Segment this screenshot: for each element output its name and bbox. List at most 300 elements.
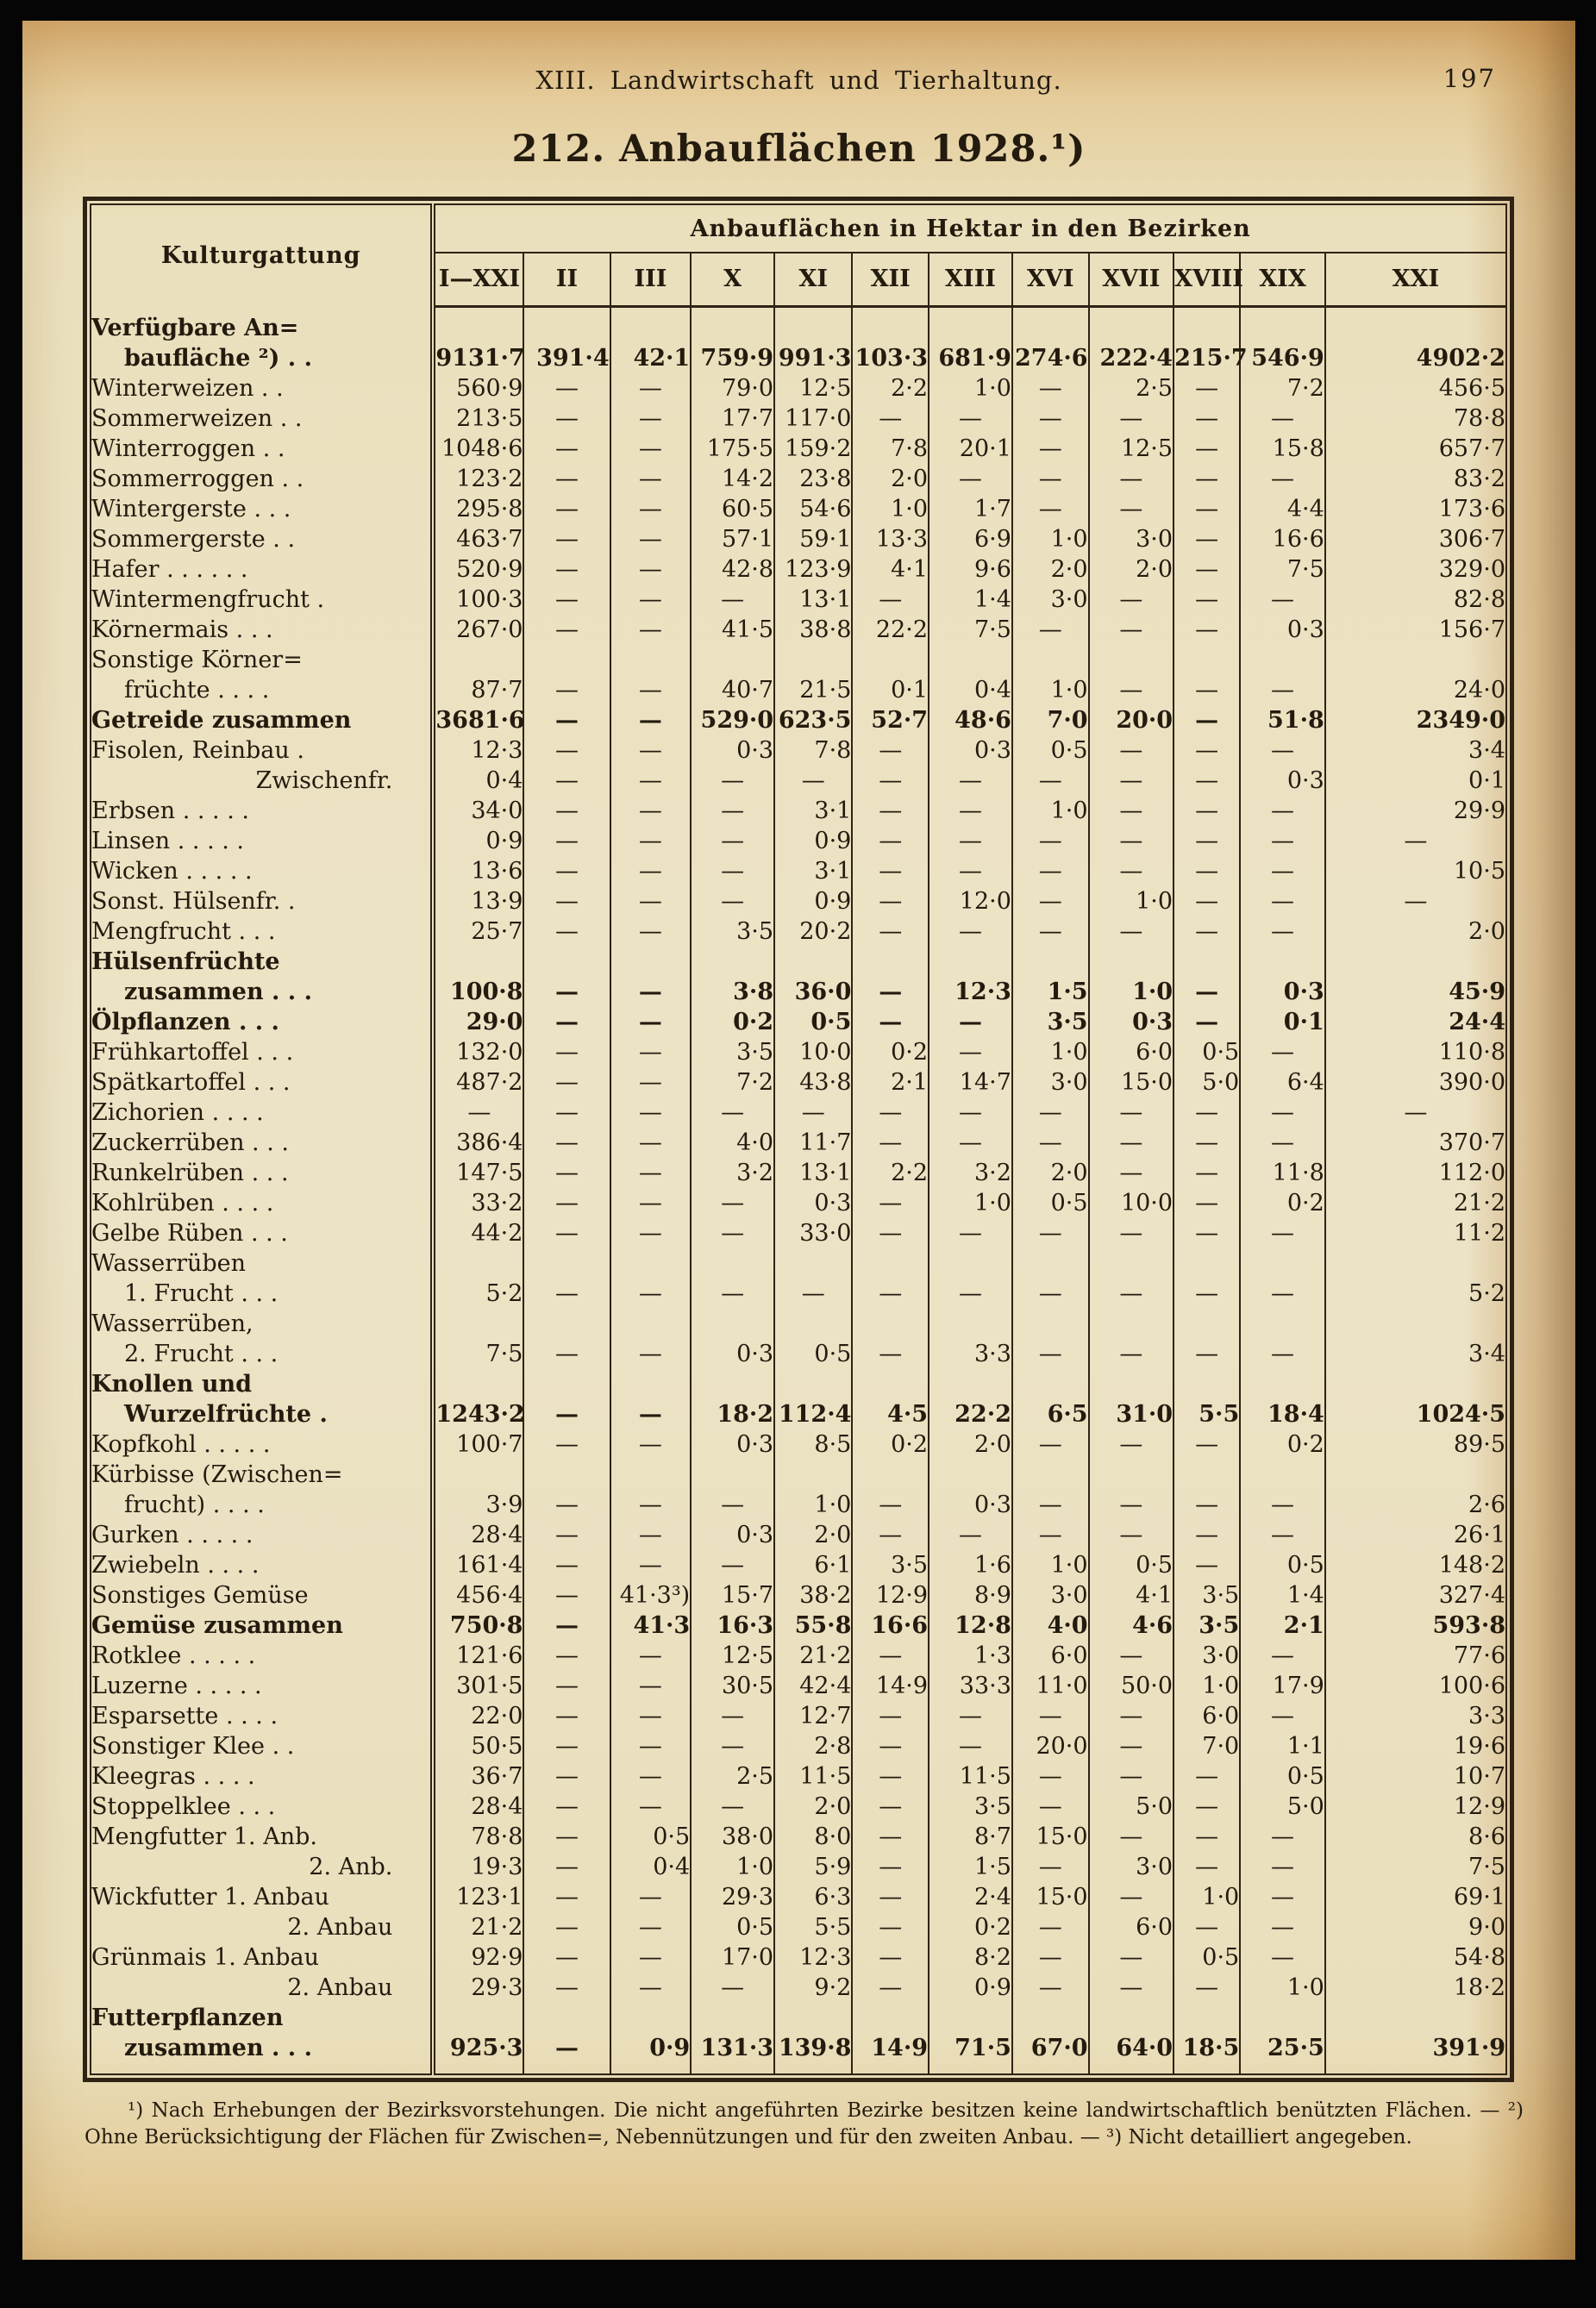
value-cell: 100·6 bbox=[1325, 1671, 1506, 1701]
value-cell: 0·3 bbox=[1240, 766, 1325, 796]
value-cell: — bbox=[929, 1037, 1012, 1067]
value-cell: — bbox=[523, 1580, 610, 1611]
value-cell: 12·9 bbox=[1325, 1792, 1506, 1822]
value-cell: — bbox=[929, 766, 1012, 796]
value-cell: — bbox=[523, 1158, 610, 1188]
value-cell: — bbox=[1240, 826, 1325, 856]
table-row bbox=[91, 1188, 1506, 1218]
value-cell: 3·2 bbox=[691, 1158, 774, 1188]
value-cell: 0·2 bbox=[1240, 1429, 1325, 1460]
value-cell: 8·2 bbox=[929, 1942, 1012, 1973]
value-cell: 560·9 bbox=[433, 373, 523, 403]
row-label bbox=[91, 1429, 433, 1460]
value-cell: — bbox=[1240, 1460, 1325, 1520]
value-cell: — bbox=[1240, 1701, 1325, 1731]
value-cell: 222·4 bbox=[1089, 306, 1174, 373]
row-label-line: 2. Anbau bbox=[287, 1974, 393, 2001]
value-cell: 45·9 bbox=[1325, 947, 1506, 1007]
value-cell: — bbox=[1012, 1460, 1089, 1520]
value-cell: 0·3 bbox=[774, 1188, 852, 1218]
value-cell: — bbox=[1174, 1429, 1240, 1460]
value-cell: — bbox=[1012, 1520, 1089, 1550]
row-label bbox=[91, 1128, 433, 1158]
value-cell: 991·3 bbox=[774, 306, 852, 373]
value-cell: 123·1 bbox=[433, 1882, 523, 1912]
value-cell: — bbox=[1240, 1882, 1325, 1912]
value-cell: 0·5 bbox=[1174, 1942, 1240, 1973]
value-cell: 3·5 bbox=[1012, 1007, 1089, 1037]
value-cell: 329·0 bbox=[1325, 554, 1506, 585]
value-cell: 17·0 bbox=[691, 1942, 774, 1973]
value-cell: 7·5 bbox=[1325, 1852, 1506, 1882]
value-cell: — bbox=[1012, 766, 1089, 796]
value-cell: 17·7 bbox=[691, 403, 774, 434]
table-row bbox=[91, 585, 1506, 615]
value-cell: 1·3 bbox=[929, 1641, 1012, 1671]
column-header-iii: III bbox=[610, 253, 692, 306]
value-cell: 41·3³) bbox=[610, 1580, 692, 1611]
row-label bbox=[91, 1792, 433, 1822]
value-cell: — bbox=[1012, 464, 1089, 494]
value-cell: 147·5 bbox=[433, 1158, 523, 1188]
value-cell: — bbox=[1174, 1158, 1240, 1188]
value-cell: — bbox=[852, 1822, 929, 1852]
value-cell: 1·0 bbox=[1012, 645, 1089, 705]
value-cell: — bbox=[1089, 766, 1174, 796]
column-header-xvi: XVI bbox=[1012, 253, 1089, 306]
row-label-line: 2. Anbau bbox=[287, 1914, 393, 1941]
row-label bbox=[91, 1641, 433, 1671]
value-cell: 15·0 bbox=[1012, 1822, 1089, 1852]
value-cell: — bbox=[691, 796, 774, 826]
value-cell: 4902·2 bbox=[1325, 306, 1506, 373]
row-label-line: Sonstiges Gemüse bbox=[91, 1582, 309, 1609]
value-cell: 78·8 bbox=[433, 1822, 523, 1852]
value-cell: — bbox=[1012, 1429, 1089, 1460]
value-cell: 1024·5 bbox=[1325, 1369, 1506, 1429]
value-cell: 175·5 bbox=[691, 434, 774, 464]
row-label-line: Wintermengfrucht . bbox=[91, 586, 325, 613]
table-row bbox=[91, 373, 1506, 403]
value-cell: — bbox=[1012, 826, 1089, 856]
row-label-line: Gelbe Rüben . . . bbox=[91, 1220, 288, 1247]
value-cell: 22·0 bbox=[433, 1701, 523, 1731]
value-cell: — bbox=[610, 373, 692, 403]
value-cell: 0·3 bbox=[691, 1520, 774, 1550]
row-label bbox=[91, 306, 433, 373]
anbauflaechen-table bbox=[90, 203, 1507, 2075]
value-cell: 15·8 bbox=[1240, 434, 1325, 464]
row-label bbox=[91, 916, 433, 947]
value-cell: 3·5 bbox=[1174, 1611, 1240, 1641]
value-cell: 0·3 bbox=[1240, 947, 1325, 1007]
value-cell: — bbox=[1325, 826, 1506, 856]
value-cell: — bbox=[852, 766, 929, 796]
value-cell: 7·5 bbox=[1240, 554, 1325, 585]
value-cell: — bbox=[1174, 524, 1240, 554]
row-label bbox=[91, 1882, 433, 1912]
value-cell: 1·4 bbox=[929, 585, 1012, 615]
value-cell: — bbox=[1240, 916, 1325, 947]
value-cell: — bbox=[1089, 1158, 1174, 1188]
row-label-line: Mengfrucht . . . bbox=[91, 918, 276, 945]
row-label bbox=[91, 1369, 433, 1429]
value-cell: — bbox=[523, 705, 610, 735]
value-cell: — bbox=[1089, 1520, 1174, 1550]
value-cell: — bbox=[852, 796, 929, 826]
value-cell: 4·1 bbox=[1089, 1580, 1174, 1611]
value-cell: 0·5 bbox=[691, 1912, 774, 1942]
value-cell: 16·3 bbox=[691, 1611, 774, 1641]
value-cell: 64·0 bbox=[1089, 2003, 1174, 2074]
value-cell: 0·3 bbox=[1089, 1007, 1174, 1037]
value-cell: 11·0 bbox=[1012, 1671, 1089, 1701]
row-label-line: Rotklee . . . . . bbox=[91, 1642, 256, 1669]
value-cell: 103·3 bbox=[852, 306, 929, 373]
row-label-line: Zichorien . . . . bbox=[91, 1099, 264, 1126]
table-row bbox=[91, 826, 1506, 856]
value-cell: 25·5 bbox=[1240, 2003, 1325, 2074]
value-cell: 3·3 bbox=[929, 1309, 1012, 1369]
value-cell: — bbox=[610, 1731, 692, 1761]
value-cell: — bbox=[1012, 856, 1089, 886]
value-cell: — bbox=[1174, 1822, 1240, 1852]
value-cell: 529·0 bbox=[691, 705, 774, 735]
value-cell: — bbox=[610, 554, 692, 585]
table-row bbox=[91, 403, 1506, 434]
value-cell: 20·1 bbox=[929, 434, 1012, 464]
value-cell: — bbox=[610, 1309, 692, 1369]
value-cell: — bbox=[1240, 645, 1325, 705]
value-cell: 18·5 bbox=[1174, 2003, 1240, 2074]
row-label-line: Frühkartoffel . . . bbox=[91, 1039, 294, 1066]
value-cell: 30·5 bbox=[691, 1671, 774, 1701]
value-cell: 6·4 bbox=[1240, 1067, 1325, 1098]
value-cell: — bbox=[1240, 1641, 1325, 1671]
value-cell: 12·5 bbox=[691, 1641, 774, 1671]
value-cell: 0·1 bbox=[1325, 766, 1506, 796]
value-cell: — bbox=[523, 886, 610, 916]
row-label-line: Zwiebeln . . . . bbox=[91, 1552, 260, 1579]
value-cell: 10·7 bbox=[1325, 1761, 1506, 1792]
value-cell: — bbox=[1089, 1429, 1174, 1460]
value-cell: 10·0 bbox=[774, 1037, 852, 1067]
value-cell: 4·4 bbox=[1240, 494, 1325, 524]
value-cell: 21·5 bbox=[774, 645, 852, 705]
value-cell: 1·0 bbox=[1012, 1037, 1089, 1067]
row-label bbox=[91, 947, 433, 1007]
value-cell: — bbox=[1240, 1128, 1325, 1158]
value-cell: — bbox=[610, 826, 692, 856]
row-label bbox=[91, 645, 433, 705]
running-header-text: XIII. Landwirtschaft und Tierhaltung. bbox=[535, 66, 1062, 95]
value-cell: 2·2 bbox=[852, 373, 929, 403]
value-cell: 1·5 bbox=[1012, 947, 1089, 1007]
table-row bbox=[91, 615, 1506, 645]
value-cell: 0·9 bbox=[433, 826, 523, 856]
value-cell: — bbox=[1012, 403, 1089, 434]
table-row bbox=[91, 1369, 1506, 1429]
value-cell: 5·0 bbox=[1240, 1792, 1325, 1822]
value-cell: 274·6 bbox=[1012, 306, 1089, 373]
value-cell: 0·2 bbox=[852, 1037, 929, 1067]
table-row bbox=[91, 1912, 1506, 1942]
value-cell: 11·5 bbox=[929, 1761, 1012, 1792]
value-cell: 15·7 bbox=[691, 1580, 774, 1611]
value-cell: 132·0 bbox=[433, 1037, 523, 1067]
value-cell: — bbox=[852, 1188, 929, 1218]
value-cell: 520·9 bbox=[433, 554, 523, 585]
value-cell: — bbox=[852, 1460, 929, 1520]
value-cell: 3·8 bbox=[691, 947, 774, 1007]
value-cell: — bbox=[610, 1912, 692, 1942]
value-cell: — bbox=[1240, 1912, 1325, 1942]
row-label-line: zusammen . . . bbox=[124, 979, 313, 1005]
row-label-line: Kürbisse (Zwischen= bbox=[91, 1461, 343, 1488]
value-cell: — bbox=[1174, 1520, 1240, 1550]
table-row bbox=[91, 1218, 1506, 1248]
value-cell: — bbox=[523, 1882, 610, 1912]
row-label bbox=[91, 735, 433, 766]
value-cell: — bbox=[1240, 856, 1325, 886]
table-row bbox=[91, 306, 1506, 373]
value-cell: 77·6 bbox=[1325, 1641, 1506, 1671]
value-cell: — bbox=[1089, 1731, 1174, 1761]
value-cell: 89·5 bbox=[1325, 1429, 1506, 1460]
table-row bbox=[91, 1007, 1506, 1037]
row-label-line: früchte . . . . bbox=[124, 677, 270, 704]
row-label-line: Knollen und bbox=[91, 1371, 252, 1398]
value-cell: 0·3 bbox=[691, 735, 774, 766]
value-cell: — bbox=[1089, 1701, 1174, 1731]
value-cell: 0·3 bbox=[691, 1429, 774, 1460]
row-label bbox=[91, 1248, 433, 1309]
value-cell: — bbox=[1012, 434, 1089, 464]
value-cell: — bbox=[610, 645, 692, 705]
value-cell: 1·0 bbox=[929, 1188, 1012, 1218]
value-cell: — bbox=[1012, 1912, 1089, 1942]
value-cell: 29·3 bbox=[691, 1882, 774, 1912]
value-cell: 28·4 bbox=[433, 1520, 523, 1550]
row-label bbox=[91, 1731, 433, 1761]
value-cell: — bbox=[610, 1188, 692, 1218]
row-label bbox=[91, 1852, 433, 1882]
value-cell: — bbox=[523, 1852, 610, 1882]
value-cell: — bbox=[1174, 947, 1240, 1007]
value-cell: — bbox=[1089, 1460, 1174, 1520]
value-cell: — bbox=[523, 494, 610, 524]
value-cell: — bbox=[1174, 1973, 1240, 2003]
footnotes: ¹) Nach Erhebungen der Bezirksvorstehungen. Die nicht angeführten Bezirke besitzen keine landwirtschaftlich benützten Flächen. — ²) Ohne Berücksichtigung der Flächen für Zwischen=, Nebennützungen und für den zweiten Anbau. — ³) Nicht detailliert angegeben. bbox=[84, 2099, 1524, 2149]
value-cell: 156·7 bbox=[1325, 615, 1506, 645]
value-cell: 0·5 bbox=[1012, 735, 1089, 766]
value-cell: 1·5 bbox=[929, 1852, 1012, 1882]
table-row bbox=[91, 434, 1506, 464]
value-cell: — bbox=[691, 1188, 774, 1218]
value-cell: — bbox=[610, 1761, 692, 1792]
value-cell: 71·5 bbox=[929, 2003, 1012, 2074]
value-cell: 1·0 bbox=[1089, 886, 1174, 916]
value-cell: 11·5 bbox=[774, 1761, 852, 1792]
value-cell: — bbox=[523, 1128, 610, 1158]
value-cell: — bbox=[523, 1369, 610, 1429]
row-label-line: Ölpflanzen . . . bbox=[91, 1009, 279, 1035]
value-cell: 3·0 bbox=[1012, 585, 1089, 615]
value-cell: 1·0 bbox=[774, 1460, 852, 1520]
value-cell: — bbox=[852, 916, 929, 947]
value-cell: — bbox=[1012, 916, 1089, 947]
value-cell: — bbox=[433, 1098, 523, 1128]
value-cell: 3·2 bbox=[929, 1158, 1012, 1188]
row-label bbox=[91, 464, 433, 494]
value-cell: 7·2 bbox=[691, 1067, 774, 1098]
value-cell: — bbox=[1012, 1309, 1089, 1369]
table-row bbox=[91, 1671, 1506, 1701]
table-frame bbox=[83, 197, 1514, 2082]
value-cell: — bbox=[691, 1701, 774, 1731]
value-cell: 11·7 bbox=[774, 1128, 852, 1158]
value-cell: — bbox=[1089, 1098, 1174, 1128]
value-cell: — bbox=[523, 585, 610, 615]
row-header-label: Kulturgattung bbox=[160, 242, 361, 269]
value-cell: — bbox=[1089, 585, 1174, 615]
value-cell: — bbox=[929, 1098, 1012, 1128]
value-cell: 22·2 bbox=[929, 1369, 1012, 1429]
value-cell: 11·8 bbox=[1240, 1158, 1325, 1188]
value-cell: — bbox=[1012, 1098, 1089, 1128]
row-label-line: Sommergerste . . bbox=[91, 526, 296, 553]
row-label-line: Sonstige Körner= bbox=[91, 647, 303, 673]
value-cell: — bbox=[852, 403, 929, 434]
value-cell: 7·8 bbox=[852, 434, 929, 464]
value-cell: 6·0 bbox=[1012, 1641, 1089, 1671]
value-cell: — bbox=[610, 796, 692, 826]
value-cell: — bbox=[1089, 645, 1174, 705]
value-cell: — bbox=[1240, 1520, 1325, 1550]
row-label-line: Winterweizen . . bbox=[91, 375, 284, 402]
value-cell: — bbox=[929, 796, 1012, 826]
table-header bbox=[91, 204, 1506, 306]
value-cell: — bbox=[610, 916, 692, 947]
value-cell: — bbox=[1089, 464, 1174, 494]
value-cell: — bbox=[1089, 1761, 1174, 1792]
table-row bbox=[91, 1550, 1506, 1580]
value-cell: 0·4 bbox=[433, 766, 523, 796]
value-cell: — bbox=[523, 1761, 610, 1792]
value-cell: — bbox=[852, 1641, 929, 1671]
value-cell: 131·3 bbox=[691, 2003, 774, 2074]
value-cell: 33·0 bbox=[774, 1218, 852, 1248]
value-cell: — bbox=[1240, 464, 1325, 494]
value-cell: 13·1 bbox=[774, 1158, 852, 1188]
value-cell: 7·0 bbox=[1012, 705, 1089, 735]
value-cell: — bbox=[929, 1128, 1012, 1158]
value-cell: — bbox=[610, 464, 692, 494]
value-cell: 8·7 bbox=[929, 1822, 1012, 1852]
row-label-line: Fisolen, Reinbau . bbox=[91, 737, 304, 764]
value-cell: 1·6 bbox=[929, 1550, 1012, 1580]
row-label bbox=[91, 1460, 433, 1520]
value-cell: — bbox=[1174, 916, 1240, 947]
value-cell: 15·0 bbox=[1089, 1067, 1174, 1098]
value-cell: — bbox=[1012, 1128, 1089, 1158]
value-cell: — bbox=[523, 373, 610, 403]
row-label bbox=[91, 1761, 433, 1792]
value-cell: — bbox=[1174, 826, 1240, 856]
value-cell: 7·5 bbox=[433, 1309, 523, 1369]
value-cell: 5·0 bbox=[1174, 1067, 1240, 1098]
value-cell: 15·0 bbox=[1012, 1882, 1089, 1912]
value-cell: — bbox=[610, 766, 692, 796]
value-cell: 3·5 bbox=[691, 1037, 774, 1067]
value-cell: 18·2 bbox=[691, 1369, 774, 1429]
column-header-i-xxi: I—XXI bbox=[433, 253, 523, 306]
value-cell: 16·6 bbox=[1240, 524, 1325, 554]
value-cell: 38·8 bbox=[774, 615, 852, 645]
value-cell: — bbox=[1240, 1942, 1325, 1973]
value-cell: — bbox=[691, 766, 774, 796]
value-cell: — bbox=[929, 1248, 1012, 1309]
row-label bbox=[91, 1671, 433, 1701]
value-cell: 43·8 bbox=[774, 1067, 852, 1098]
row-label-line: Futterpflanzen bbox=[91, 2005, 284, 2031]
value-cell: — bbox=[1012, 1973, 1089, 2003]
table-row bbox=[91, 916, 1506, 947]
value-cell: 6·5 bbox=[1012, 1369, 1089, 1429]
column-header-xxi: XXI bbox=[1325, 253, 1506, 306]
value-cell: — bbox=[610, 705, 692, 735]
value-cell: 295·8 bbox=[433, 494, 523, 524]
value-cell: 390·0 bbox=[1325, 1067, 1506, 1098]
row-label bbox=[91, 796, 433, 826]
value-cell: — bbox=[523, 1822, 610, 1852]
value-cell: 750·8 bbox=[433, 1611, 523, 1641]
value-cell: 29·0 bbox=[433, 1007, 523, 1037]
row-label bbox=[91, 1188, 433, 1218]
value-cell: 5·2 bbox=[433, 1248, 523, 1309]
value-cell: — bbox=[1089, 916, 1174, 947]
value-cell: — bbox=[1012, 1761, 1089, 1792]
row-label-line: Wintergerste . . . bbox=[91, 496, 291, 522]
table-row bbox=[91, 2003, 1506, 2074]
value-cell: — bbox=[523, 524, 610, 554]
value-cell: — bbox=[852, 1852, 929, 1882]
value-cell: 8·9 bbox=[929, 1580, 1012, 1611]
value-cell: — bbox=[610, 1520, 692, 1550]
value-cell: — bbox=[1089, 735, 1174, 766]
value-cell: 3·0 bbox=[1012, 1067, 1089, 1098]
value-cell: 121·6 bbox=[433, 1641, 523, 1671]
table-row bbox=[91, 645, 1506, 705]
row-label bbox=[91, 434, 433, 464]
value-cell: — bbox=[523, 1188, 610, 1218]
value-cell: 31·0 bbox=[1089, 1369, 1174, 1429]
table-row bbox=[91, 1611, 1506, 1641]
value-cell: — bbox=[523, 766, 610, 796]
value-cell: 83·2 bbox=[1325, 464, 1506, 494]
value-cell: 12·0 bbox=[929, 886, 1012, 916]
value-cell: 2·0 bbox=[852, 464, 929, 494]
value-cell: 36·0 bbox=[774, 947, 852, 1007]
value-cell: 0·9 bbox=[774, 886, 852, 916]
row-label-line: Runkelrüben . . . bbox=[91, 1160, 289, 1186]
value-cell: 79·0 bbox=[691, 373, 774, 403]
value-cell: — bbox=[1240, 585, 1325, 615]
value-cell: — bbox=[523, 1792, 610, 1822]
value-cell: 6·0 bbox=[1089, 1037, 1174, 1067]
value-cell: 60·5 bbox=[691, 494, 774, 524]
row-label bbox=[91, 1550, 433, 1580]
